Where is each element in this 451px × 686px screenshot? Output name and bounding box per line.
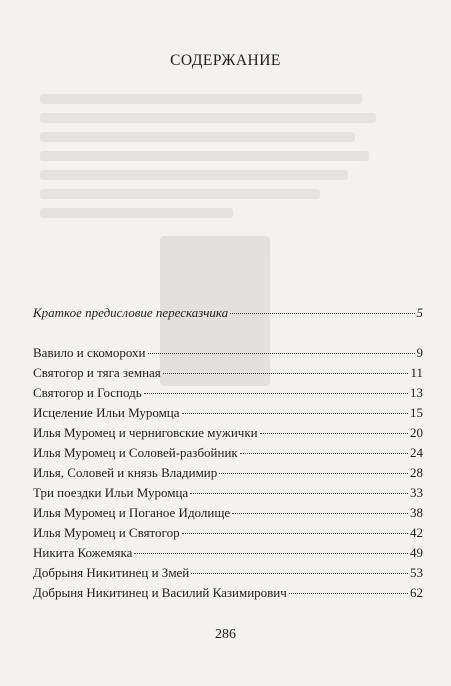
toc-entry (33, 485, 423, 505)
toc-entry-title: Святогор и тяга земная (33, 365, 161, 380)
toc-entry (33, 545, 423, 565)
toc-entry-title: Илья Муромец и Святогор (33, 525, 180, 540)
toc-entry (33, 405, 423, 425)
toc-entry (33, 505, 423, 525)
toc-leader-dots (232, 513, 408, 514)
toc-entry-title: Вавило и скоморохи (33, 345, 146, 360)
toc-entry (33, 365, 423, 385)
toc-entry-page: 49 (410, 545, 423, 560)
toc-entry-page: 53 (410, 565, 423, 580)
toc-entry (33, 345, 423, 365)
toc-entry-page: 20 (410, 425, 423, 440)
show-through-bleed (40, 85, 390, 385)
toc-leader-dots (240, 453, 408, 454)
toc-entry-page: 62 (410, 585, 423, 600)
toc-entry (33, 385, 423, 405)
toc-entry-page: 11 (410, 365, 423, 380)
toc-leader-dots (182, 413, 408, 414)
toc-leader-dots (230, 313, 414, 314)
toc-entry (33, 585, 423, 605)
page-number: 286 (215, 627, 236, 642)
toc-leader-dots (163, 373, 409, 374)
toc-entry-title: Никита Кожемяка (33, 545, 133, 560)
toc-entry (33, 445, 423, 465)
toc-entry-page: 33 (410, 485, 423, 500)
toc-entry-page: 13 (410, 385, 423, 400)
toc-entry-title: Святогор и Господь (33, 385, 142, 400)
toc-leader-dots (191, 573, 408, 574)
toc-intro-section (33, 305, 423, 325)
toc-entry (33, 565, 423, 585)
toc-entry-title: Илья Муромец и Поганое Идолище (33, 505, 231, 520)
toc-list (33, 345, 423, 605)
toc-entry-title: Илья, Соловей и князь Владимир (33, 465, 218, 480)
toc-entry-title: Исцеление Ильи Муромца (33, 405, 180, 420)
toc-entry (33, 525, 423, 545)
toc-entry-page: 9 (416, 345, 423, 360)
toc-entry-page: 15 (410, 405, 423, 420)
toc-leader-dots (190, 493, 408, 494)
toc-entry-title: Три поездки Ильи Муромца (33, 485, 189, 500)
toc-entry-page: 42 (410, 525, 423, 540)
toc-entry-title: Илья Муромец и черниговские мужички (33, 425, 258, 440)
toc-leader-dots (182, 533, 408, 534)
toc-leader-dots (134, 553, 408, 554)
toc-entry-page: 28 (410, 465, 423, 480)
toc-entry-page: 24 (410, 445, 423, 460)
toc-entry-page: 38 (410, 505, 423, 520)
toc-leader-dots (148, 353, 415, 354)
toc-entry (33, 425, 423, 445)
toc-entry-title: Илья Муромец и Соловей-разбойник (33, 445, 238, 460)
toc-entry-page: 5 (416, 305, 423, 320)
toc-entry-title: Краткое предисловие пересказчика (33, 305, 229, 320)
toc-entry (33, 465, 423, 485)
page-title: СОДЕРЖАНИЕ (170, 52, 281, 69)
toc-entry-title: Добрыня Никитинец и Змей (33, 565, 190, 580)
toc-entry-title: Добрыня Никитинец и Василий Казимирович (33, 585, 287, 600)
toc-leader-dots (144, 393, 408, 394)
toc-entry (33, 305, 423, 325)
toc-leader-dots (289, 593, 408, 594)
toc-leader-dots (260, 433, 408, 434)
toc-leader-dots (219, 473, 408, 474)
